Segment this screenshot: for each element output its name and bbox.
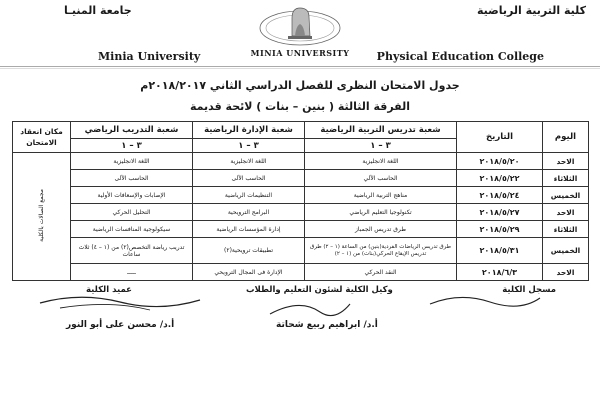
venue-text: مجمع الصالات بالكلية (38, 189, 45, 242)
cell-admin: البرامج الترويحية (193, 204, 305, 221)
cell-date: ٢٠١٨/٥/٢٠ (457, 153, 543, 170)
cell-admin: الإدارة فى المجال الترويحي (193, 264, 305, 281)
university-name-ar: جامعة المنيـا (64, 4, 132, 17)
cell-teaching: اللغة الانجليزية (305, 153, 457, 170)
cell-date: ٢٠١٨/٥/٣١ (457, 238, 543, 264)
logo-caption: MINIA UNIVERSITY (250, 48, 350, 58)
table-row (13, 204, 589, 221)
vice-dean-name: أ.د/ ابراهيم ربيع شحاتة (276, 320, 378, 330)
table-row (13, 264, 589, 281)
registrar-title: مسجل الكلية (502, 285, 556, 295)
cell-training: التحليل الحركي (71, 204, 193, 221)
cell-day: الخميس (543, 238, 589, 264)
vice-dean-title: وكيل الكلية لشئون التعليم والطلاب (246, 285, 393, 295)
header-admin: شعبة الإدارة الرياضية (193, 122, 305, 139)
cell-date: ٢٠١٨/٥/٢٢ (457, 170, 543, 187)
cell-admin: تطبيقات ترويحية(٢) (193, 238, 305, 264)
cell-admin: اللغة الانجليزية (193, 153, 305, 170)
page-title: جدول الامتحان النظرى للفصل الدراسي الثاني ٢٠١٨/٢٠١٧م (140, 79, 460, 92)
table-row (13, 221, 589, 238)
time-training: ٣ – ١ (71, 139, 193, 153)
cell-teaching: مناهج التربية الرياضية (305, 187, 457, 204)
dean-title: عميد الكلية (86, 285, 132, 295)
time-admin: ٣ – ١ (193, 139, 305, 153)
exam-schedule-table (12, 121, 589, 281)
university-logo (248, 2, 352, 58)
cell-date: ٢٠١٨/٦/٣ (457, 264, 543, 281)
header-training: شعبة التدريب الرياضي (71, 122, 193, 139)
cell-training: تدريب رياضة التخصص(٢) من (١ – ٤) ثلاث ساعات (71, 238, 193, 264)
university-name-en: Minia University (98, 50, 201, 63)
table-row (13, 170, 589, 187)
cell-admin: الحاسب الآلى (193, 170, 305, 187)
cell-training: ـــــ (71, 264, 193, 281)
header-divider (0, 66, 600, 67)
cell-training: اللغة الانجليزية (71, 153, 193, 170)
table-row (13, 238, 589, 264)
cell-teaching: طرق تدريس الجمباز (305, 221, 457, 238)
cell-day: الثلاثاء (543, 170, 589, 187)
cell-training: الإصابات والإسعافات الأولية (71, 187, 193, 204)
header-day: اليوم (543, 122, 589, 153)
cell-training: سيكولوجية المنافسات الرياضية (71, 221, 193, 238)
header-venue: مكان انعقاد الامتحان (13, 122, 71, 153)
cell-teaching: طرق تدريس الرياضات الفردية(بنين) من الساعة (١ – ٢) طرق تدريس الإيقاع الحركي(بنات) من (١ – ٢) (305, 238, 457, 264)
header-date: التاريخ (457, 122, 543, 153)
nefertiti-logo-icon (248, 2, 352, 48)
cell-training: الحاسب الآلى (71, 170, 193, 187)
cell-day: الاحد (543, 153, 589, 170)
college-name-en: Physical Education College (376, 50, 544, 63)
cell-admin: إدارة المؤسسات الرياضية (193, 221, 305, 238)
table-row (13, 153, 589, 170)
cell-day: الثلاثاء (543, 221, 589, 238)
cell-date: ٢٠١٨/٥/٢٩ (457, 221, 543, 238)
cell-teaching: الحاسب الآلي (305, 170, 457, 187)
cell-day: الاحد (543, 204, 589, 221)
header-divider-2 (0, 68, 600, 69)
table-row (13, 187, 589, 204)
college-name-ar: كلية التربية الرياضية (476, 4, 586, 17)
cell-date: ٢٠١٨/٥/٢٤ (457, 187, 543, 204)
page-subtitle: الفرقة الثالثة ( بنين – بنات ) لائحة قديمة (189, 100, 410, 113)
cell-date: ٢٠١٨/٥/٢٧ (457, 204, 543, 221)
cell-admin: التنظيمات الرياضية (193, 187, 305, 204)
cell-day: الاحد (543, 264, 589, 281)
cell-day: الخميس (543, 187, 589, 204)
dean-name: أ.د/ محسن على أبو النور (66, 320, 175, 330)
cell-venue (13, 153, 71, 281)
cell-teaching: تكنولوجيا التعليم الرياضي (305, 204, 457, 221)
time-teaching: ٣ – ١ (305, 139, 457, 153)
cell-teaching: النقد الحركي (305, 264, 457, 281)
header-teaching: شعبة تدريس التربية الرياضية (305, 122, 457, 139)
